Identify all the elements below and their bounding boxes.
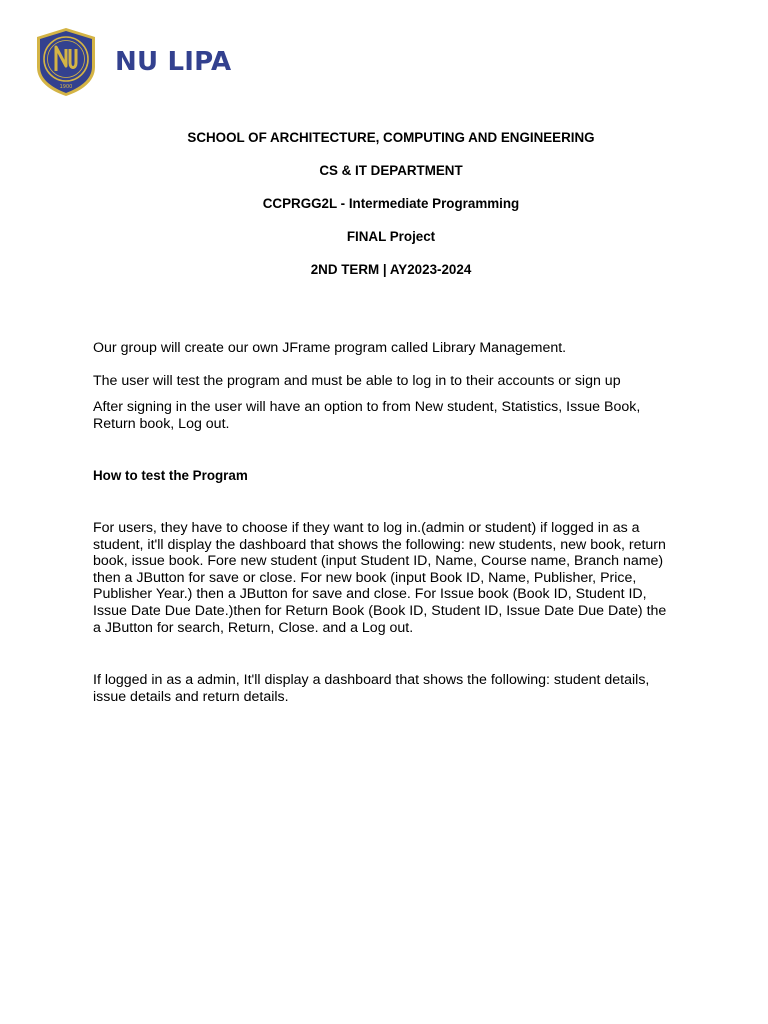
school-title: SCHOOL OF ARCHITECTURE, COMPUTING AND ENGINEERING [187,130,595,145]
nu-seal-icon [35,27,97,97]
how-to-test-heading: How to test the Program [93,468,248,483]
project-title: FINAL Project [346,229,436,244]
after-sign-in-paragraph: After signing in the user will have an option to from New student, Statistics, Issue Book, Return book, Log out. [93,399,641,432]
term-title: 2ND TERM | AY2023-2024 [310,262,472,277]
logo [35,27,231,97]
brand-name: NU LIPA [115,47,232,77]
department-title: CS & IT DEPARTMENT [319,163,463,178]
course-title: CCPRGG2L - Intermediate Programming [262,196,520,211]
intro-paragraph: Our group will create our own JFrame program called Library Management. [93,340,567,356]
seal-year: 1900 [59,84,73,90]
users-paragraph: For users, they have to choose if they want to log in.(admin or student) if logged in as a student, it'll display the dashboard that shows the following: new students, new book, return book, issue book. Fore new student (input Student ID, Name, Course name, Branch name) then a JButton for save or close. For new book (input Book ID, Name, Publisher, Price, Publisher Year.) then a JButton for save and close. For Issue book (Book ID, Student ID, Issue Date Due Date.)then for Return Book (Book ID, Student ID, Issue Date Due Date) the a JButton for search, Return, Close. and a Log out. [93,520,667,636]
admin-paragraph: If logged in as a admin, It'll display a dashboard that shows the following: student details, issue details and return details. [93,672,650,705]
user-test-paragraph: The user will test the program and must be able to log in to their accounts or sign up [93,373,621,389]
